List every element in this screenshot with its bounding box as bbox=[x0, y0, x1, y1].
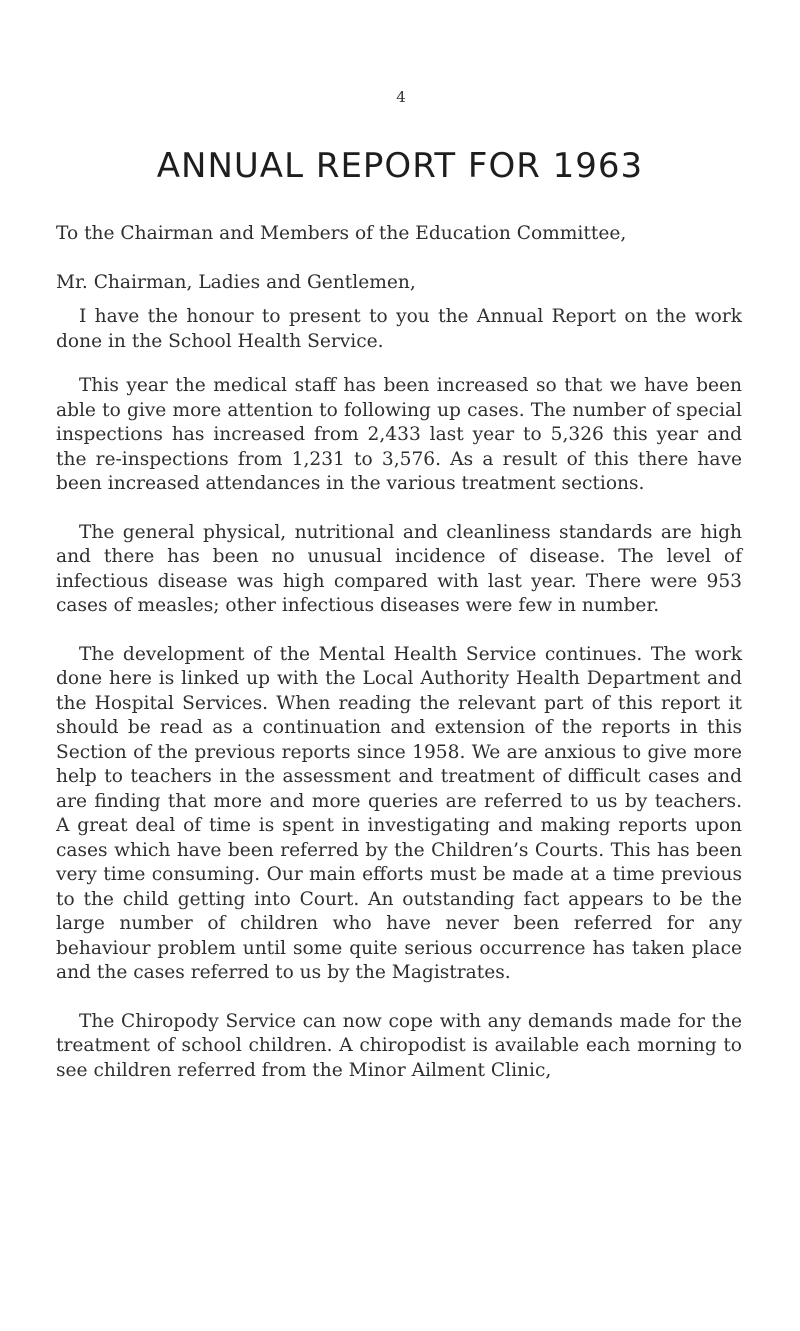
report-title: ANNUAL REPORT FOR 1963 bbox=[156, 146, 644, 186]
letter-salutation: Mr. Chairman, Ladies and Gentlemen, bbox=[56, 271, 416, 293]
paragraph-mental-health: The development of the Mental Health Service continues. The work done here is linked up with the Local Authority Health Department and the Hospital Services. When reading the relevant part of this report it should be read as a continuation and extension of the reports in this Section of the previous reports since 1958. We are anxious to give more help to teachers in the assessment and treatment of difficult cases and are finding that more and more queries are referred to us by teachers. A great deal of time is spent in investigating and making reports upon cases which have been referred by the Children’s Courts. This has been very time consuming. Our main efforts must be made at a time previous to the child getting into Court. An outstanding fact appears to be the large number of children who have never been referred for any behaviour problem until some quite serious occurrence has taken place and the cases referred to us by the Magistrates. bbox=[56, 643, 742, 983]
paragraph-medical-staff: This year the medical staff has been increased so that we have been able to give more attention to following up cases. The number of special inspections has increased from 2,433 last year to 5,326 this year and the re-inspections from 1,231 to 3,576. As a result of this there have been increased attendances in the various treatment sections. bbox=[56, 375, 742, 494]
paragraph-health-standards: The general physical, nutritional and cleanliness standards are high and there has been no unusual incidence of disease. The level of infectious disease was high compared with last year. There were 953 cases of measles; other infectious diseases were few in number. bbox=[56, 521, 742, 616]
letter-body bbox=[56, 222, 742, 1107]
page-number: 4 bbox=[396, 88, 406, 106]
letter-addressee: To the Chairman and Members of the Education Committee, bbox=[56, 223, 627, 244]
paragraph-introduction: I have the honour to present to you the Annual Report on the work done in the School Health Service. bbox=[56, 306, 742, 352]
paragraph-chiropody: The Chiropody Service can now cope with any demands made for the treatment of school children. A chiropodist is available each morning to see children referred from the Minor Ailment Clinic, bbox=[56, 1010, 742, 1081]
